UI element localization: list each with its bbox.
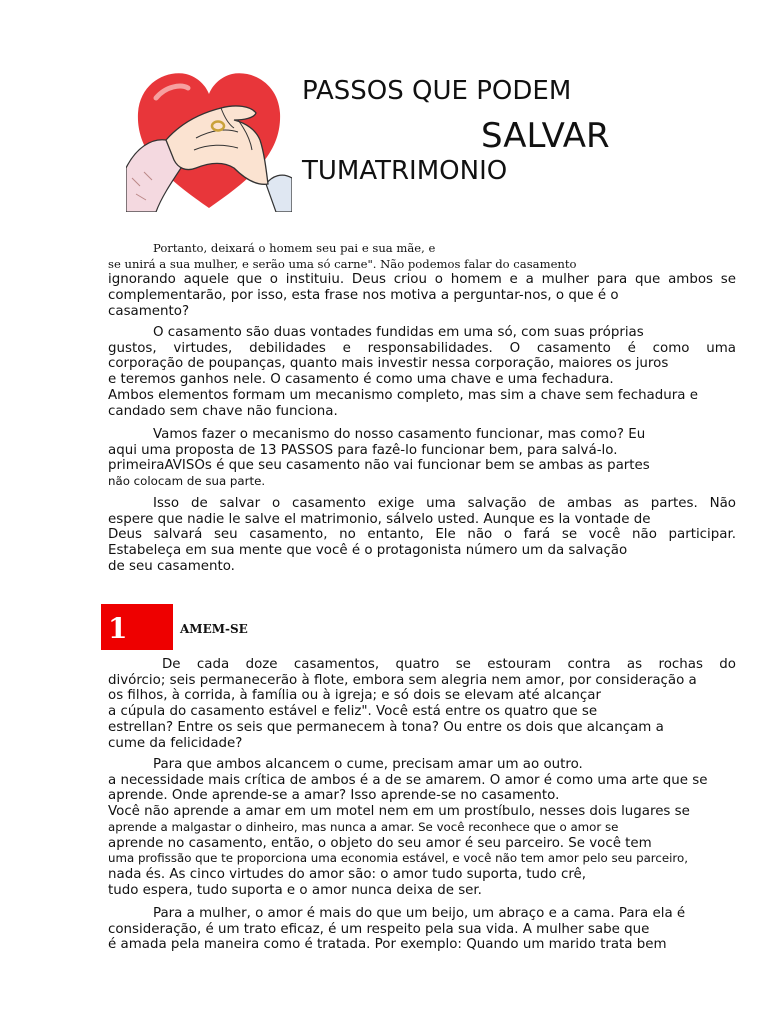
- text-line: candado sem chave não funciona.: [108, 403, 338, 419]
- title-line-1: PASSOS QUE PODEM: [302, 76, 572, 106]
- paragraph-statistics: [108, 657, 736, 751]
- text-line: estrellan? Entre os seis que permanecem à tona? Ou entre os dois que alcançam a: [108, 719, 664, 735]
- text-line: casamento?: [108, 303, 190, 319]
- paragraph-love-learning: [108, 757, 736, 898]
- text-line: ignorando aquele que o instituiu. Deus criou o homem e a mulher para que ambos se: [108, 272, 736, 288]
- text-line: Isso de salvar o casamento exige uma salvação de ambas as partes. Não: [153, 496, 736, 511]
- heart-hands-icon: [126, 68, 292, 212]
- text-line: O casamento são duas vontades fundidas em uma só, com suas próprias: [153, 325, 644, 340]
- paragraph-woman-love: [108, 906, 736, 953]
- text-line: consideração, é um trato eficaz, é um respeito pela sua vida. A mulher sabe que: [108, 921, 650, 937]
- text-line: primeiraAVISOs é que seu casamento não vai funcionar bem se ambas as partes: [108, 458, 650, 474]
- text-line: Deus salvará seu casamento, no entanto, Ele não o fará se você não participar.: [108, 527, 736, 543]
- title-line-3: TUMATRIMONIO: [302, 156, 508, 186]
- intro-paragraph: [108, 241, 736, 320]
- title-line-2: SALVAR: [481, 116, 610, 156]
- text-line: Para a mulher, o amor é mais do que um beijo, um abraço e a cama. Para ela é: [153, 906, 686, 921]
- text-line: Vamos fazer o mecanismo do nosso casamento funcionar, mas como? Eu: [153, 427, 646, 442]
- text-line: Estabeleça em sua mente que você é o protagonista número um da salvação: [108, 543, 628, 559]
- section-number: 1: [108, 612, 128, 645]
- text-line: os filhos, à corrida, à família ou à igreja; e só dois se elevam até alcançar: [108, 688, 601, 704]
- text-line: aprende. Onde aprende-se a amar? Isso aprende-se no casamento.: [108, 788, 560, 804]
- text-line: se unirá a sua mulher, e serão uma só carne". Não podemos falar do casamento: [108, 256, 577, 271]
- text-line: de seu casamento.: [108, 558, 235, 574]
- text-line: cume da felicidade?: [108, 735, 243, 751]
- text-line: espere que nadie le salve el matrimonio, sálvelo usted. Aunque es la vontade de: [108, 511, 651, 527]
- text-line: a cúpula do casamento estável e feliz". Você está entre os quatro que se: [108, 704, 598, 720]
- text-line: corporação de poupanças, quanto mais investir nessa corporação, maiores os juros: [108, 356, 669, 372]
- text-line: nada és. As cinco virtudes do amor são: o amor tudo suporta, tudo crê,: [108, 866, 587, 882]
- text-line: Você não aprende a amar em um motel nem em um prostíbulo, nesses dois lugares se: [108, 804, 690, 820]
- text-line: e teremos ganhos nele. O casamento é como uma chave e uma fechadura.: [108, 372, 614, 388]
- text-line: não colocam de sua parte.: [108, 474, 266, 489]
- text-line: Ambos elementos formam um mecanismo completo, mas sim a chave sem fechadura e: [108, 387, 698, 403]
- text-line: gustos, virtudes, debilidades e responsabilidades. O casamento é como uma: [108, 340, 736, 356]
- text-line: aprende a malgastar o dinheiro, mas nunca a amar. Se você reconhece que o amor se: [108, 819, 619, 834]
- text-line: a necessidade mais crítica de ambos é a de se amarem. O amor é como uma arte que se: [108, 772, 708, 788]
- text-line: aprende no casamento, então, o objeto do seu amor é seu parceiro. Se você tem: [108, 835, 652, 851]
- text-line: Portanto, deixará o homem seu pai e sua mãe, e: [153, 241, 436, 255]
- text-line: divórcio; seis permanecerão à flote, embora sem alegria nem amor, por consideração a: [108, 672, 697, 688]
- section-heading: AMEM-SE: [180, 622, 248, 636]
- text-line: De cada doze casamentos, quatro se estouram contra as rochas do: [162, 657, 736, 672]
- text-line: complementarão, por isso, esta frase nos motiva a perguntar-nos, o que é o: [108, 288, 619, 304]
- text-line: uma profissão que te proporciona uma economia estável, e você não tem amor pelo seu parceiro,: [108, 851, 688, 866]
- paragraph-mechanism: [108, 427, 736, 490]
- paragraph-salvation: [108, 496, 736, 575]
- text-line: aqui uma proposta de 13 PASSOS para fazê-lo funcionar bem, para salvá-lo.: [108, 442, 618, 458]
- text-line: tudo espera, tudo suporta e o amor nunca deixa de ser.: [108, 882, 482, 898]
- text-line: Para que ambos alcancem o cume, precisam amar um ao outro.: [153, 757, 583, 772]
- text-line: é amada pela maneira como é tratada. Por exemplo: Quando um marido trata bem: [108, 937, 667, 953]
- paragraph-marriage-definition: [108, 325, 736, 419]
